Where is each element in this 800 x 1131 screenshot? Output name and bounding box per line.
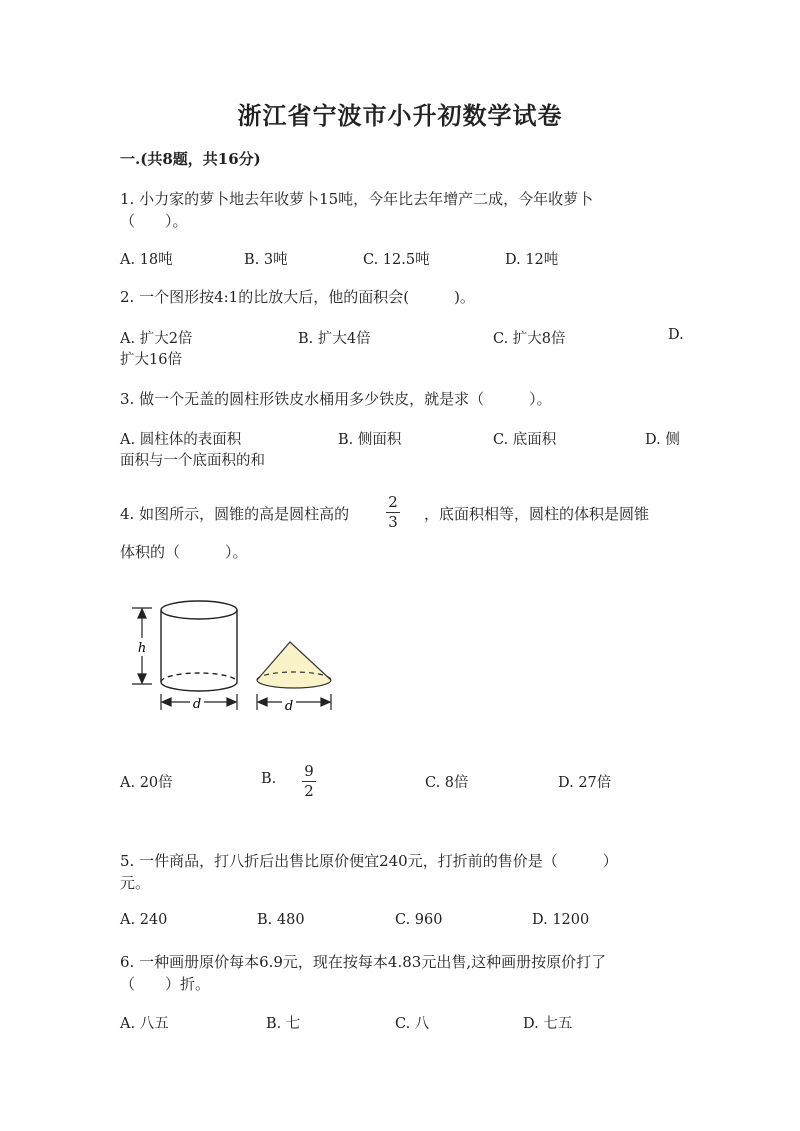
q6-option-a[interactable]: A. 八五 [120, 1016, 169, 1032]
q4-option-a[interactable]: A. 20倍 [120, 775, 173, 791]
q3-option-c[interactable]: C. 底面积 [493, 432, 557, 448]
question-3-text: 3. 做一个无盖的圆柱形铁皮水桶用多少铁皮，就是求（ ）。 [120, 390, 552, 408]
q3-option-a[interactable]: A. 圆柱体的表面积 [120, 432, 242, 448]
q4-option-b[interactable]: B. [261, 771, 277, 787]
cone-shape [257, 642, 331, 688]
question-6-text: 6. 一种画册原价每本6.9元，现在按每本4.83元出售,这种画册按原价打了 [120, 953, 607, 971]
fraction-denominator: 3 [388, 513, 398, 531]
cylinder-diameter-label: d [192, 697, 202, 712]
q3-option-d-continued: 面积与一个底面积的和 [120, 453, 265, 469]
question-4-fraction [386, 494, 400, 531]
height-label: h [137, 641, 147, 656]
q1-option-b[interactable]: B. 3吨 [244, 252, 288, 268]
fraction-denominator: 2 [304, 782, 314, 800]
q2-option-b[interactable]: B. 扩大4倍 [298, 331, 371, 347]
question-1-text: 1. 小力家的萝卜地去年收萝卜15吨，今年比去年增产二成，今年收萝卜 [120, 190, 594, 208]
q2-option-d[interactable]: D. [668, 327, 684, 343]
question-4-blank: 体积的（ ）。 [120, 543, 248, 561]
q5-option-c[interactable]: C. 960 [395, 912, 443, 928]
question-6-blank: （ ）折。 [120, 975, 211, 993]
q6-option-c[interactable]: C. 八 [395, 1016, 430, 1032]
cylinder-shape [161, 601, 237, 691]
page-title: 浙江省宁波市小升初数学试卷 [237, 101, 563, 130]
q3-option-d[interactable]: D. 侧 [645, 432, 680, 448]
question-5-text: 5. 一件商品，打八折后出售比原价便宜240元，打折前的售价是（ ） [120, 852, 618, 870]
q5-option-b[interactable]: B. 480 [257, 912, 305, 928]
fraction-numerator: 9 [304, 762, 314, 780]
q5-option-d[interactable]: D. 1200 [532, 912, 590, 928]
q2-option-d-continued: 扩大16倍 [120, 352, 182, 368]
q5-option-a[interactable]: A. 240 [120, 912, 168, 928]
question-4-text-part2: ，底面积相等，圆柱的体积是圆锥 [424, 505, 650, 523]
q4-option-b-fraction [302, 763, 316, 800]
question-5-unit: 元。 [120, 874, 151, 892]
q4-option-c[interactable]: C. 8倍 [425, 775, 469, 791]
q1-option-d[interactable]: D. 12吨 [505, 252, 559, 268]
q4-option-d[interactable]: D. 27倍 [558, 775, 612, 791]
fraction-numerator: 2 [388, 493, 398, 511]
q1-option-a[interactable]: A. 18吨 [120, 252, 173, 268]
q3-option-b[interactable]: B. 侧面积 [338, 432, 402, 448]
question-1-blank: （ ）。 [120, 212, 188, 230]
q6-option-b[interactable]: B. 七 [266, 1016, 301, 1032]
section-header: 一.(共8题，共16分) [120, 150, 261, 168]
question-2-text: 2. 一个图形按4:1的比放大后，他的面积会( )。 [120, 288, 475, 306]
cone-diameter-label: d [284, 699, 294, 714]
q1-option-c[interactable]: C. 12.5吨 [363, 252, 430, 268]
cylinder-cone-figure [126, 594, 340, 720]
q6-option-d[interactable]: D. 七五 [523, 1016, 573, 1032]
q2-option-a[interactable]: A. 扩大2倍 [120, 331, 193, 347]
q2-option-c[interactable]: C. 扩大8倍 [493, 331, 566, 347]
question-4-text-part1: 4. 如图所示，圆锥的高是圆柱高的 [120, 505, 350, 523]
